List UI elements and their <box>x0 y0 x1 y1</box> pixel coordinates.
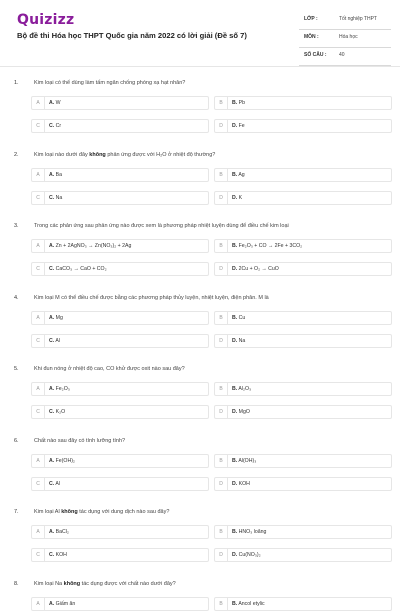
question-number: 7. <box>14 509 19 515</box>
answer-option-b[interactable] <box>214 239 392 253</box>
brand-logo: Quizizz <box>17 12 75 28</box>
option-text <box>232 192 242 204</box>
meta-row-subject <box>299 30 391 48</box>
option-value: KOH <box>54 552 67 558</box>
option-text <box>232 478 250 490</box>
option-text <box>232 406 250 418</box>
answer-option-b[interactable] <box>214 454 392 468</box>
meta-table <box>299 12 391 66</box>
option-letter: D <box>215 549 228 561</box>
option-value: Na <box>54 194 63 201</box>
option-label: A. <box>49 314 55 321</box>
option-letter: B <box>215 240 228 252</box>
answer-option-a[interactable] <box>31 239 209 253</box>
option-label: B. <box>232 386 238 392</box>
option-value: Fe(OH)₂ <box>54 457 75 464</box>
meta-label: SỐ CÂU : <box>304 52 327 58</box>
question-emphasis: không <box>89 151 106 158</box>
option-label: D. <box>232 194 238 201</box>
answer-option-a[interactable] <box>31 168 209 182</box>
option-letter: A <box>32 97 45 109</box>
question-text-part: Kim loại nào dưới đây <box>34 151 90 158</box>
option-label: B. <box>232 100 238 106</box>
question-number: 8. <box>14 580 19 587</box>
option-value: Cu(NO₃)₂ <box>237 552 261 558</box>
question-number: 1. <box>14 80 19 86</box>
answer-option-c[interactable] <box>31 548 209 562</box>
meta-value: 40 <box>339 52 345 58</box>
answer-option-b[interactable] <box>214 597 392 611</box>
question-text <box>34 438 125 444</box>
option-value: Al <box>54 480 60 487</box>
answer-option-d[interactable] <box>214 334 392 348</box>
answer-option-b[interactable] <box>214 525 392 539</box>
option-label: D. <box>232 266 238 272</box>
option-text <box>49 455 75 467</box>
option-value: Na <box>237 337 246 344</box>
answer-option-b[interactable] <box>214 96 392 110</box>
option-value: Ba <box>54 171 62 178</box>
option-letter: A <box>32 383 45 395</box>
option-label: B. <box>232 600 238 607</box>
meta-row-class <box>299 12 391 30</box>
answer-option-a[interactable] <box>31 311 209 325</box>
option-label: A. <box>49 600 55 607</box>
question-text-part: Kim loại có thể dùng làm tấm ngăn chống phóng xạ hạt nhân? <box>34 80 186 86</box>
question-text-part: tác dụng với dung dịch nào sau đây? <box>77 509 170 515</box>
option-value: Ancol etylic <box>237 600 265 607</box>
option-value: Mg <box>54 314 63 321</box>
question-number: 2. <box>14 151 19 158</box>
option-text <box>232 263 279 275</box>
option-label: B. <box>232 171 238 178</box>
option-value: Giấm ăn <box>54 600 76 607</box>
option-text <box>49 598 75 610</box>
option-letter: C <box>32 406 45 418</box>
option-text <box>232 526 266 538</box>
option-value: CaCO₃ → CaO + CO₂ <box>54 266 107 272</box>
option-value: Al <box>54 337 60 344</box>
option-letter: D <box>215 335 228 347</box>
option-value: Zn + 2AgNO₃ → Zn(NO₃)₂ + 2Ag <box>54 243 132 249</box>
question-text-part: Kim loại M có thể điều chế được bằng các phương pháp thủy luyện, nhiệt luyện, điện phân. M là <box>34 294 269 301</box>
question-text <box>34 295 269 301</box>
header <box>0 0 400 66</box>
question-text <box>34 366 185 372</box>
question-text-part: Trong các phản ứng sau phản ứng nào được xem là phương pháp nhiệt luyện dùng để điều chế kim loại <box>34 223 289 229</box>
option-label: A. <box>49 243 55 249</box>
question-text-part: Khi đun nóng ở nhiệt độ cao, CO khử được oxit nào sau đây? <box>34 366 185 372</box>
option-text <box>49 312 63 324</box>
answer-option-d[interactable] <box>214 262 392 276</box>
option-label: D. <box>232 552 238 558</box>
option-letter: B <box>215 383 228 395</box>
option-label: A. <box>49 529 55 535</box>
option-letter: A <box>32 312 45 324</box>
option-value: Fe₂O₃ <box>54 386 70 392</box>
option-text <box>232 598 265 610</box>
option-value: Al₂O₃ <box>237 386 252 392</box>
option-text <box>232 335 245 347</box>
option-text <box>49 169 62 181</box>
meta-value: Tốt nghiệp THPT <box>339 16 377 22</box>
answer-option-d[interactable] <box>214 548 392 562</box>
document-title: Bộ đề thi Hóa học THPT Quốc gia năm 2022 có lời giải (Đề số 7) <box>17 31 247 40</box>
option-text <box>49 406 65 418</box>
option-letter: C <box>32 263 45 275</box>
option-text <box>232 169 245 181</box>
answer-option-c[interactable] <box>31 191 209 205</box>
option-letter: D <box>215 120 228 132</box>
option-text <box>232 383 251 395</box>
option-letter: C <box>32 335 45 347</box>
question-text <box>34 223 289 229</box>
option-letter: B <box>215 97 228 109</box>
answer-option-b[interactable] <box>214 168 392 182</box>
option-text <box>232 240 302 252</box>
option-label: D. <box>232 480 238 487</box>
option-letter: A <box>32 526 45 538</box>
meta-label: MÔN : <box>304 34 319 40</box>
option-text <box>49 549 67 561</box>
option-label: C. <box>49 194 55 201</box>
answer-option-c[interactable] <box>31 405 209 419</box>
option-letter: C <box>32 478 45 490</box>
question-text-part: phản ứng được với H₂O ở nhiệt độ thường? <box>105 151 216 158</box>
option-value: Cu <box>237 314 246 321</box>
option-letter: B <box>215 598 228 610</box>
option-label: B. <box>232 314 238 321</box>
option-value: HNO₃ loãng <box>237 529 267 535</box>
question-text <box>34 80 185 86</box>
option-label: C. <box>49 409 55 415</box>
question-number: 3. <box>14 223 19 229</box>
option-label: C. <box>49 480 55 487</box>
option-letter: A <box>32 240 45 252</box>
option-letter: D <box>215 263 228 275</box>
option-value: Fe <box>237 123 245 129</box>
option-value: KOH <box>237 480 250 487</box>
option-letter: B <box>215 455 228 467</box>
option-letter: D <box>215 478 228 490</box>
option-label: B. <box>232 243 238 249</box>
answer-option-c[interactable] <box>31 477 209 491</box>
question-emphasis: không <box>63 580 81 587</box>
answer-option-c[interactable] <box>31 119 209 133</box>
answer-option-a[interactable] <box>31 597 209 611</box>
question-text <box>34 581 176 587</box>
option-text <box>232 97 245 109</box>
question-text-part: Kim loại Na <box>34 580 64 587</box>
option-label: B. <box>232 529 238 535</box>
answer-option-c[interactable] <box>31 334 209 348</box>
option-text <box>49 240 131 252</box>
option-text <box>49 120 61 132</box>
question-text <box>34 152 215 158</box>
header-divider <box>0 66 400 67</box>
option-letter: B <box>215 526 228 538</box>
option-letter: D <box>215 406 228 418</box>
question-number: 5. <box>14 366 19 372</box>
option-label: C. <box>49 552 55 558</box>
option-label: D. <box>232 337 238 344</box>
option-text <box>49 192 62 204</box>
option-value: K₂O <box>54 409 66 415</box>
option-label: A. <box>49 100 55 106</box>
answer-option-b[interactable] <box>214 382 392 396</box>
option-value: MgO <box>237 409 250 415</box>
option-label: A. <box>49 457 55 464</box>
option-value: 2Cu + O₂ → CuO <box>237 266 279 272</box>
answer-option-a[interactable] <box>31 525 209 539</box>
question-number: 4. <box>14 294 19 301</box>
option-letter: B <box>215 169 228 181</box>
question-number: 6. <box>14 437 19 444</box>
option-label: D. <box>232 409 238 415</box>
option-letter: A <box>32 455 45 467</box>
answer-option-a[interactable] <box>31 382 209 396</box>
question-text-part: tác dụng được với chất nào dưới đây? <box>80 580 176 587</box>
option-value: Ag <box>237 171 245 178</box>
answer-option-a[interactable] <box>31 96 209 110</box>
option-value: BaCl₂ <box>54 529 69 535</box>
question-text-part: Chất nào sau đây có tính lưỡng tính? <box>34 437 126 444</box>
option-text <box>232 120 245 132</box>
option-letter: A <box>32 598 45 610</box>
option-label: C. <box>49 337 55 344</box>
answer-option-d[interactable] <box>214 191 392 205</box>
option-value: Pb <box>237 100 245 106</box>
option-text <box>232 312 245 324</box>
option-value: Al(OH)₃ <box>237 457 257 464</box>
question-emphasis: không <box>61 509 78 515</box>
option-value: Fe₂O₃ + CO → 2Fe + 3CO₂ <box>237 243 303 249</box>
answer-option-d[interactable] <box>214 405 392 419</box>
answer-option-c[interactable] <box>31 262 209 276</box>
question-text-part: Kim loại Al <box>34 509 62 515</box>
option-text <box>49 263 107 275</box>
option-letter: A <box>32 169 45 181</box>
option-letter: C <box>32 192 45 204</box>
option-text <box>232 455 256 467</box>
meta-row-count <box>299 48 391 66</box>
option-text <box>49 478 60 490</box>
answer-option-d[interactable] <box>214 477 392 491</box>
option-label: B. <box>232 457 238 464</box>
option-value: W <box>54 100 61 106</box>
option-text <box>49 335 60 347</box>
answer-option-a[interactable] <box>31 454 209 468</box>
option-label: C. <box>49 123 55 129</box>
option-text <box>49 97 61 109</box>
option-text <box>49 526 69 538</box>
option-text <box>49 383 70 395</box>
option-label: A. <box>49 171 55 178</box>
option-letter: C <box>32 120 45 132</box>
meta-value: Hóa học <box>339 34 358 40</box>
meta-label: LỚP : <box>304 16 318 22</box>
option-label: A. <box>49 386 55 392</box>
option-letter: D <box>215 192 228 204</box>
question-text <box>34 509 169 515</box>
option-letter: C <box>32 549 45 561</box>
answer-option-d[interactable] <box>214 119 392 133</box>
option-value: K <box>237 194 243 201</box>
option-label: C. <box>49 266 55 272</box>
answer-option-b[interactable] <box>214 311 392 325</box>
option-text <box>232 549 261 561</box>
option-label: D. <box>232 123 238 129</box>
option-value: Cr <box>54 123 62 129</box>
option-letter: B <box>215 312 228 324</box>
